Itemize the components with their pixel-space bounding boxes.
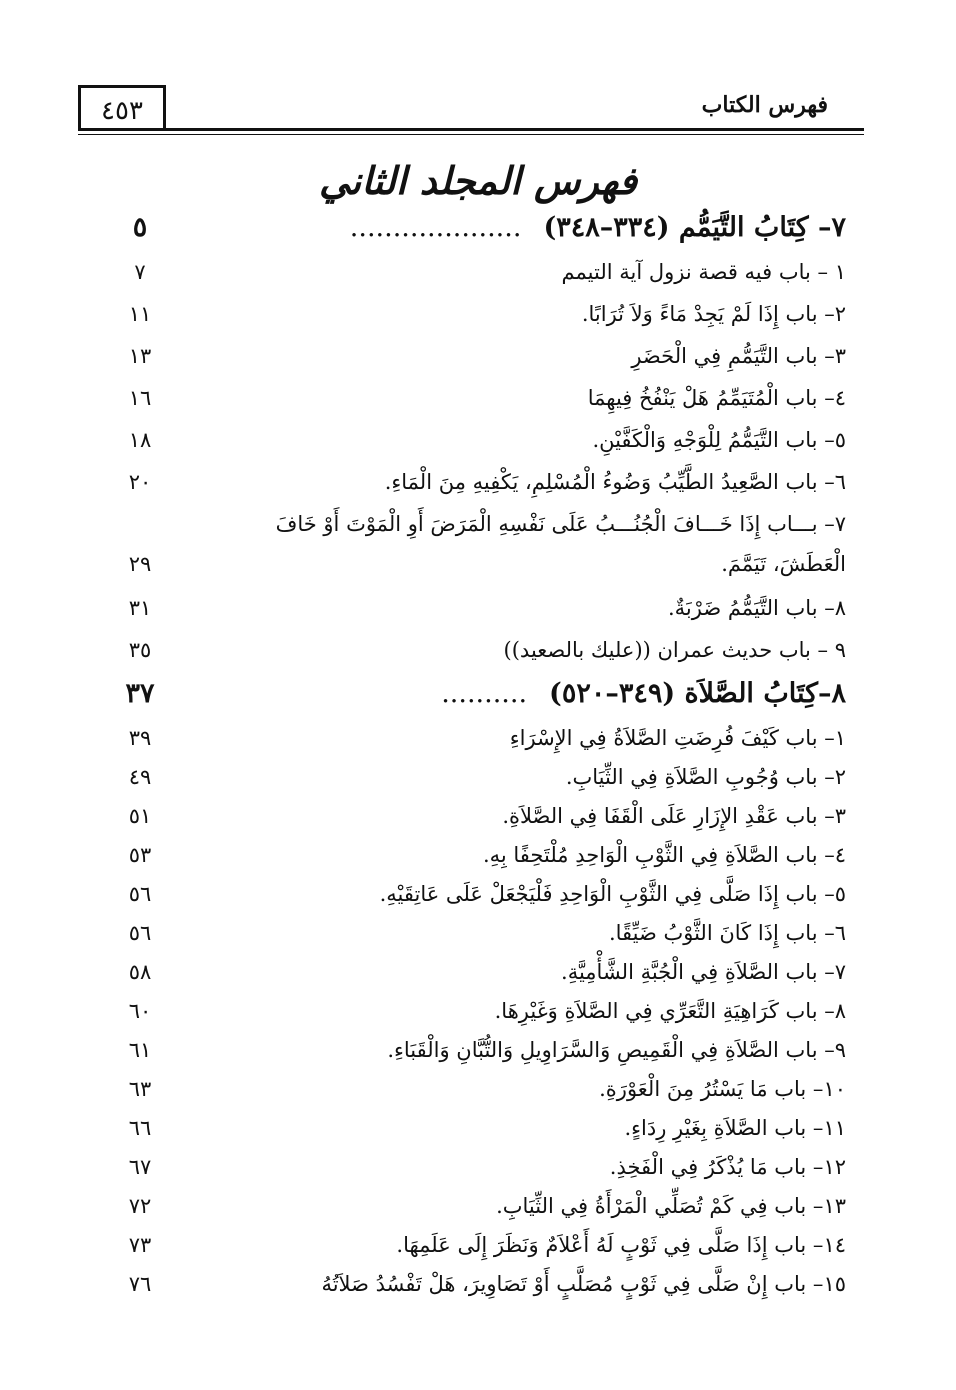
entry-page-number: ٦١ — [128, 1038, 152, 1062]
entry-page-number: ٥٣ — [128, 843, 152, 867]
entry-title: ١٣– باب فِي كَمْ تُصَلِّي الْمَرْأَةُ فِي الثِّيَابِ. — [496, 1194, 846, 1218]
entry-page-number: ٥٦ — [128, 882, 152, 906]
entry-title: ٨– باب التَّيَمُّمُ ضَرْبَةٌ. — [667, 596, 846, 620]
entry-title: ٤– باب الصَّلاَةِ فِي الثَّوْبِ الْوَاحِدِ مُلْتَحِفًا بِهِ. — [482, 843, 846, 867]
entry-title: ٧– باب الصَّلاَةِ فِي الْجُبَّةِ الشَّأْمِيَّةِ. — [561, 960, 846, 984]
entry-title-line-1: ٧– بـــاب إِذَا خَـــافَ الْجُنُـــبُ عَلَى نَفْسِهِ الْمَرَضَ أَوِ الْمَوْتَ أَوْ خَافَ — [275, 512, 846, 536]
entry-page-number: ٤٩ — [128, 765, 152, 789]
entry-title: ٢– باب إِذَا لَمْ يَجِدْ مَاءً وَلاَ تُرَابًا. — [581, 302, 846, 326]
leader-dots: .......... — [441, 678, 528, 709]
chapter-title — [350, 212, 846, 243]
entry-page-number: ٧٢ — [128, 1194, 152, 1218]
entry-title: ٩– باب الصَّلاَةِ فِي الْقَمِيصِ وَالسَّرَاوِيلِ وَالتُّبَّانِ وَالْقَبَاءِ. — [387, 1038, 846, 1062]
chapter-page-number: ٣٧ — [125, 678, 155, 709]
entry-page-number: ٧ — [134, 260, 146, 284]
entry-title: ١٥– باب إِنْ صَلَّى فِي ثَوْبٍ مُصَلَّبٍ أَوْ تَصَاوِيرَ، هَلْ تَفْسُدُ صَلاَتُهُ — [321, 1272, 846, 1296]
entry-page-number: ٧٣ — [128, 1233, 152, 1257]
entry-title: ٦– باب إِذَا كَانَ الثَّوْبُ ضَيِّقًا. — [608, 921, 846, 945]
chapter-title-text: ٨–كِتَابُ الصَّلاَة (٣٤٩–٥٢٠) — [549, 678, 846, 709]
header-rule-thin — [78, 134, 864, 135]
entry-title: ١ – باب فيه قصة نزول آية التيمم — [561, 260, 846, 284]
entry-page-number: ٣٩ — [128, 726, 152, 750]
running-title: فهرس الكتاب — [701, 92, 828, 118]
entry-title: ٣– باب عَقْدِ الإِزَارِ عَلَى الْقَفَا فِي الصَّلاَةِ. — [502, 804, 846, 828]
entry-title: ٥– باب إِذَا صَلَّى فِي الثَّوْبِ الْوَاحِدِ فَلْيَجْعَلْ عَلَى عَاتِقَيْهِ. — [379, 882, 846, 906]
entry-title: ٣– باب التَّيَمُّمِ فِي الْحَضَرِ — [631, 344, 846, 368]
entry-title: ٩ – باب حديث عمران ((عليك بالصعيد)) — [503, 638, 846, 662]
entry-title: ١٤– باب إِذَا صَلَّى فِي ثَوْبٍ لَهُ أَعْلاَمٌ وَنَظَرَ إِلَى عَلَمِهَا. — [396, 1233, 846, 1257]
entry-title: ٨– باب كَرَاهِيَةِ التَّعَرِّي فِي الصَّلاَةِ وَغَيْرِهَا. — [494, 999, 846, 1023]
entry-page-number: ١٦ — [128, 386, 152, 410]
entry-title: ١٠– باب مَا يَسْتُرُ مِنَ الْعَوْرَةِ. — [599, 1077, 846, 1101]
entry-page-number: ٢٩ — [128, 552, 152, 576]
entry-page-number: ٦٧ — [128, 1155, 152, 1179]
entry-page-number: ١٣ — [128, 344, 152, 368]
entry-title: ١١– باب الصَّلاَةِ بِغَيْرِ رِدَاءٍ. — [624, 1116, 846, 1140]
entry-page-number: ٦٠ — [128, 999, 152, 1023]
header-rule-thick — [78, 128, 864, 131]
entry-page-number: ١١ — [128, 302, 152, 326]
chapter-title — [441, 678, 846, 709]
entry-title: ١– باب كَيْفَ فُرِضَتِ الصَّلاَةُ فِي الإِسْرَاءِ — [509, 726, 846, 750]
entry-title: ١٢– باب مَا يُذْكَرُ فِي الْفَخِذِ. — [609, 1155, 846, 1179]
entry-page-number: ٢٠ — [128, 470, 152, 494]
entry-title: ٤– باب الْمُتَيَمِّمُ هَلْ يَنْفُخُ فِيهِمَا — [587, 386, 846, 410]
chapter-title-text: ٧– كِتَابُ التَّيَمُّم (٣٣٤–٣٤٨) — [543, 212, 846, 243]
entry-title: ٥– باب التَّيَمُّمُ لِلْوَجْهِ وَالْكَفَّيْنِ. — [592, 428, 846, 452]
entry-title-line-2: الْعَطَشَ، تَيَمَّمَ. — [721, 552, 846, 576]
entry-title: ٢– باب وُجُوبِ الصَّلاَةِ فِي الثِّيَابِ. — [565, 765, 846, 789]
leader-dots: .................... — [349, 212, 522, 243]
entry-title: ٦– باب الصَّعِيدُ الطَّيِّبُ وَضُوءُ الْمُسْلِمِ، يَكْفِيهِ مِنَ الْمَاءِ. — [384, 470, 846, 494]
entry-page-number: ٦٦ — [128, 1116, 152, 1140]
entry-page-number: ٥٦ — [128, 921, 152, 945]
entry-page-number: ١٨ — [128, 428, 152, 452]
entry-page-number: ٣١ — [128, 596, 152, 620]
entry-page-number: ٥٨ — [128, 960, 152, 984]
entry-page-number: ٥١ — [128, 804, 152, 828]
page-number: ٤٥٣ — [78, 85, 166, 131]
toc-entry-multiline[interactable] — [100, 512, 846, 596]
chapter-page-number: ٥ — [132, 212, 148, 243]
volume-title: فهرس المجلد الثاني — [318, 158, 638, 203]
entry-page-number: ٣٥ — [128, 638, 152, 662]
entry-page-number: ٦٣ — [128, 1077, 152, 1101]
entry-page-number: ٧٦ — [128, 1272, 152, 1296]
